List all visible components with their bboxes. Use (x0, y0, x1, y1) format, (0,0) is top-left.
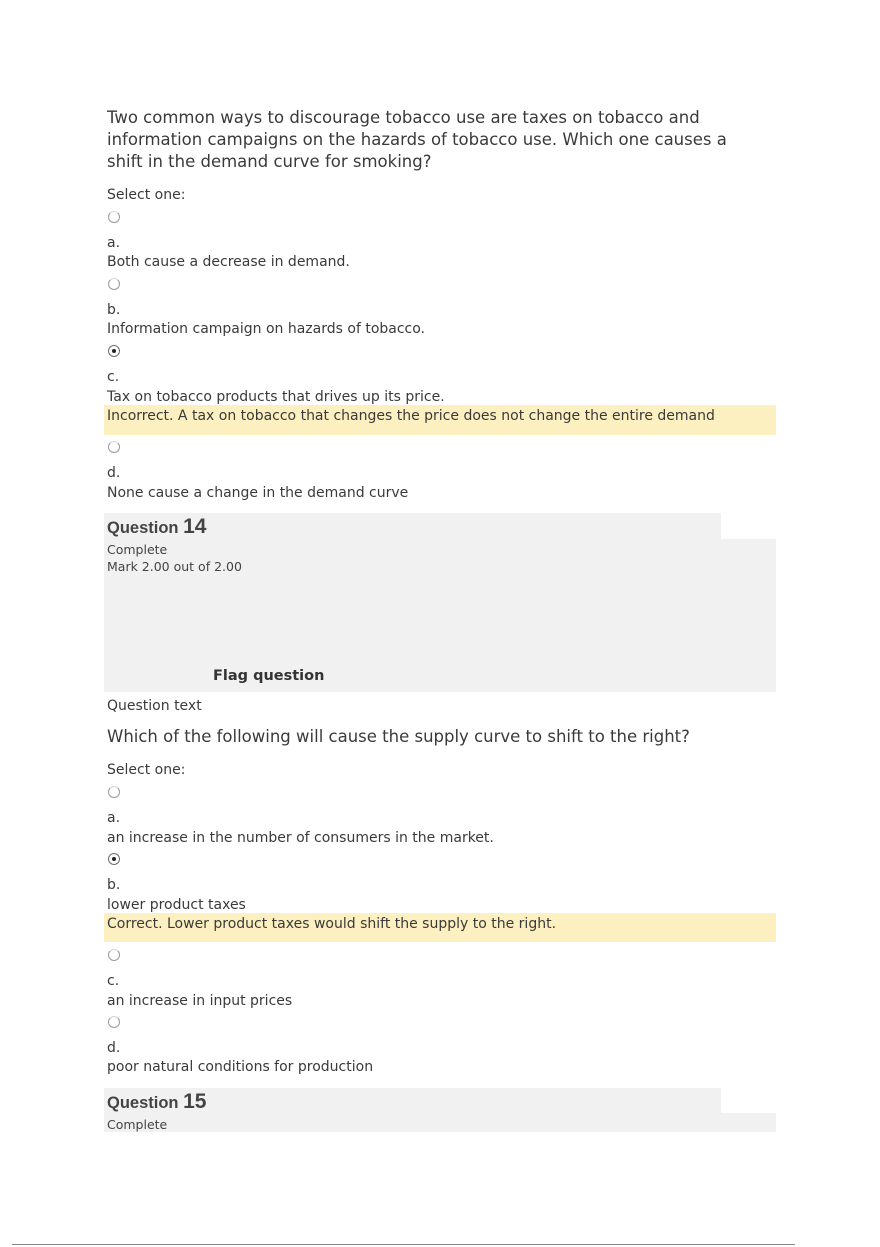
question-14-state: Complete (107, 542, 168, 557)
q13-option-b-radio[interactable] (108, 278, 120, 290)
q14-option-a-radio[interactable] (108, 786, 120, 798)
question-15-info-panel (104, 1113, 776, 1132)
question-13-prompt: Two common ways to discourage tobacco use are taxes on tobacco and information campaigns on the hazards of tobacco use. Which one causes a shift in the demand curve for smoking? (107, 108, 727, 171)
q13-option-d-radio[interactable] (108, 441, 120, 453)
q14-option-d-text[interactable]: poor natural conditions for production (107, 1059, 374, 1075)
question-14-title (107, 515, 206, 539)
question-text-label: Question text (107, 698, 202, 714)
q13-option-a-letter: a. (107, 235, 121, 251)
q13-feedback: Incorrect. A tax on tobacco that changes the price does not change the entire demand (104, 405, 776, 435)
question-15-title (107, 1090, 206, 1114)
q13-option-a-text[interactable]: Both cause a decrease in demand. (107, 254, 350, 270)
question-14-mark: Mark 2.00 out of 2.00 (107, 559, 242, 574)
q14-option-a-letter: a. (107, 810, 121, 826)
q13-option-d-letter: d. (107, 465, 121, 481)
q13-option-b-letter: b. (107, 302, 121, 318)
q14-option-d-radio[interactable] (108, 1016, 120, 1028)
question-14-prompt: Which of the following will cause the supply curve to shift to the right? (107, 727, 690, 746)
q14-option-b-letter: b. (107, 877, 121, 893)
q14-option-c-letter: c. (107, 973, 120, 989)
question-14-label: Question (107, 519, 179, 537)
q13-option-c-radio[interactable] (108, 345, 120, 357)
q14-option-c-text[interactable]: an increase in input prices (107, 993, 293, 1009)
q14-option-d-letter: d. (107, 1040, 121, 1056)
flag-question-link[interactable]: Flag question (213, 668, 325, 684)
q14-option-a-text[interactable]: an increase in the number of consumers in the market. (107, 830, 494, 846)
q14-feedback: Correct. Lower product taxes would shift the supply to the right. (104, 913, 776, 942)
question-14-number: 14 (183, 515, 207, 538)
q13-option-a-radio[interactable] (108, 211, 120, 223)
question-14-select-label: Select one: (107, 762, 186, 778)
question-15-number: 15 (183, 1090, 207, 1113)
question-13-select-label: Select one: (107, 187, 186, 203)
q13-option-c-text[interactable]: Tax on tobacco products that drives up its price. (107, 389, 445, 405)
q13-option-b-text[interactable]: Information campaign on hazards of tobacco. (107, 321, 426, 337)
question-15-label: Question (107, 1094, 179, 1112)
page-footer-rule (12, 1244, 795, 1245)
q14-option-b-radio[interactable] (108, 853, 120, 865)
q14-option-b-text[interactable]: lower product taxes (107, 897, 246, 913)
question-15-state: Complete (107, 1117, 168, 1132)
q14-option-c-radio[interactable] (108, 949, 120, 961)
q13-option-c-letter: c. (107, 369, 120, 385)
q13-option-d-text[interactable]: None cause a change in the demand curve (107, 485, 409, 501)
